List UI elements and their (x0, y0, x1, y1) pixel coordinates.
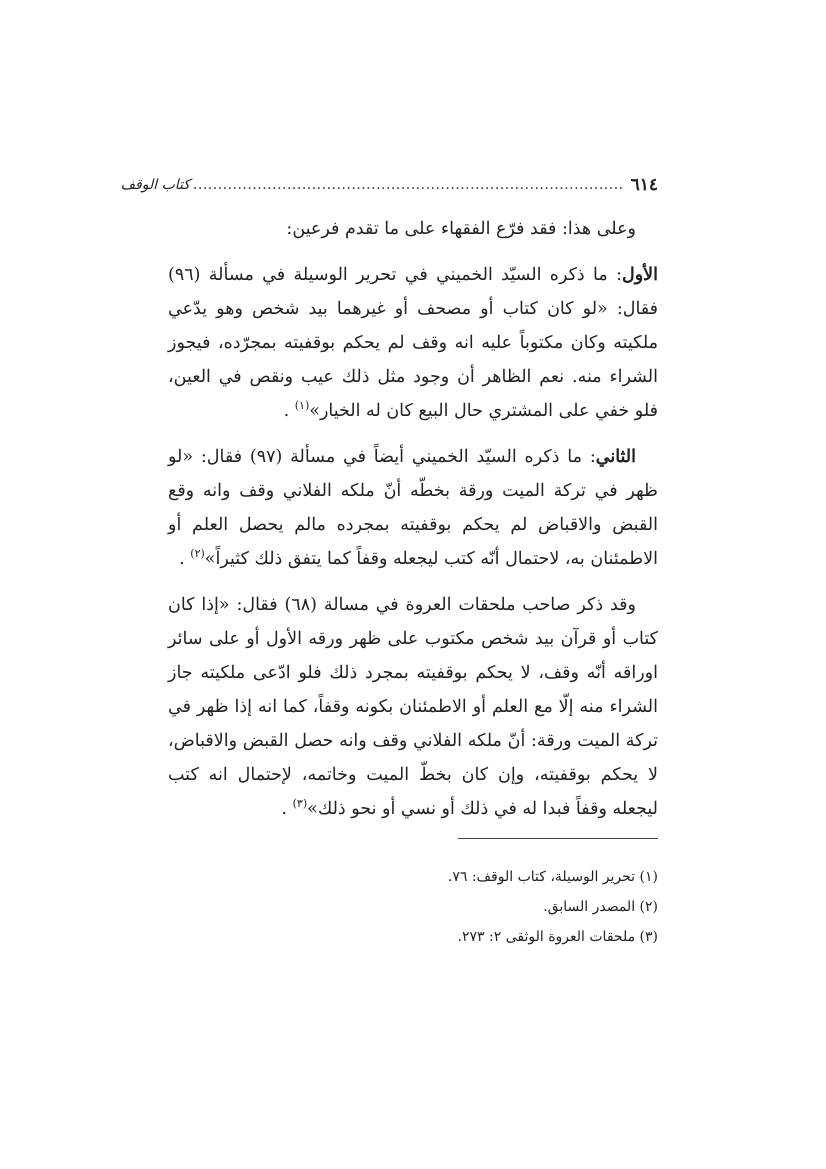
footnote-ref-3[interactable]: (٣) (292, 797, 308, 811)
chapter-title: كتاب الوقف (120, 177, 190, 193)
intro-text: وعلى هذا: فقد فرّع الفقهاء على ما تقدم فرعين: (286, 219, 636, 239)
footnote-separator (458, 838, 658, 839)
second-branch-text: : ما ذكره السيّد الخميني أيضاً في مسألة (٩٧) فقال: «لو ظهر في تركة الميت ورقة بخطّه أنّ ملكه الفلاني وقف وانه وقع القبض والاقباض لم يحكم بوقفيته بمجرده مالم يحصل العلم أو الاطمئنان به، لاحتمال أنّه كتب ليجعله وقفاً كما يتفق ذلك كثيراً» (168, 447, 658, 569)
footnote-ref-1[interactable]: (١) (294, 399, 310, 413)
footnote-ref-2[interactable]: (٢) (190, 547, 205, 561)
body-text (168, 212, 658, 838)
first-branch-paragraph: الأول: ما ذكره السيّد الخميني في تحرير الوسيلة في مسألة (٩٦) فقال: «لو كان كتاب أو مصحف أو غيرهما بيد شخص وهو يدّعي ملكيته وكان مكتوباً عليه انه وقف لم يحكم بوقفيته بمجرّده، فيجوز الشراء منه. نعم الظاهر أن وجود مثل ذلك عيب ونقص في العين، فلو خفي على المشتري حال البيع كان له الخيار»$^{(١)}$ . (168, 265, 658, 421)
second-branch-paragraph: الثاني: ما ذكره السيّد الخميني أيضاً في مسألة (٩٧) فقال: «لو ظهر في تركة الميت ورقة بخطّه أنّ ملكه الفلاني وقف وانه وقع القبض والاقباض لم يحكم بوقفيته بمجرده مالم يحصل العلم أو الاطمئنان به، لاحتمال أنّه كتب ليجعله وقفاً كما يتفق ذلك كثيراً»$^{(٢)}$ . (168, 447, 658, 569)
running-header (120, 170, 658, 200)
first-branch-label: الأول (621, 265, 658, 285)
footnote-1: (١) تحرير الوسيلة، كتاب الوقف: ٧٦. (447, 869, 658, 885)
third-paragraph: وقد ذكر صاحب ملحقات العروة في مسالة (٦٨) فقال: «إذا كان كتاب أو قرآن بيد شخص مكتوب على ظهر ورقه الأول أو على سائر اوراقه أنّه وقف، لا يحكم بوقفيته بمجرد ذلك فلو ادّعى ملكيته جاز الشراء منه إلّا مع العلم أو الاطمئنان بكونه وقفاً، كما انه إذا ظهر في تركة الميت ورقة: أنّ ملكه الفلاني وقف وانه حصل القبض والاقباض، لا يحكم بوقفيته، وإن كان بخطّ الميت وخاتمه، لإحتمال انه كتب ليجعله وقفاً فبدا له في ذلك أو نسي أو نحو ذلك»$^{(٣)}$ . (168, 595, 658, 819)
footnote-3: (٣) ملحقات العروة الوثقى ٢: ٢٧٣. (457, 929, 658, 945)
intro-paragraph (168, 212, 658, 246)
third-text: وقد ذكر صاحب ملحقات العروة في مسالة (٦٨) فقال: «إذا كان كتاب أو قرآن بيد شخص مكتوب على ظهر ورقه الأول أو على سائر اوراقه أنّه وقف، لا يحكم بوقفيته بمجرد ذلك فلو ادّعى ملكيته جاز الشراء منه إلّا مع العلم أو الاطمئنان بكونه وقفاً، كما انه إذا ظهر في تركة الميت ورقة: أنّ ملكه الفلاني وقف وانه حصل القبض والاقباض، لا يحكم بوقفيته، وإن كان بخطّ الميت وخاتمه، لإحتمال انه كتب ليجعله وقفاً فبدا له في ذلك أو نسي أو نحو ذلك» (168, 595, 658, 819)
second-branch-label: الثاني (595, 447, 636, 467)
footnote-2: (٢) المصدر السابق. (543, 899, 658, 915)
header-leader-dots: ....................................................................................... (192, 177, 624, 193)
footnotes (168, 862, 658, 952)
first-branch-text: : ما ذكره السيّد الخميني في تحرير الوسيلة في مسألة (٩٦) فقال: «لو كان كتاب أو مصحف أو غيرهما بيد شخص وهو يدّعي ملكيته وكان مكتوباً عليه انه وقف لم يحكم بوقفيته بمجرّده، فيجوز الشراء منه. نعم الظاهر أن وجود مثل ذلك عيب ونقص في العين، فلو خفي على المشتري حال البيع كان له الخيار» (168, 265, 658, 421)
page-number: ٦١٤ (630, 175, 658, 195)
